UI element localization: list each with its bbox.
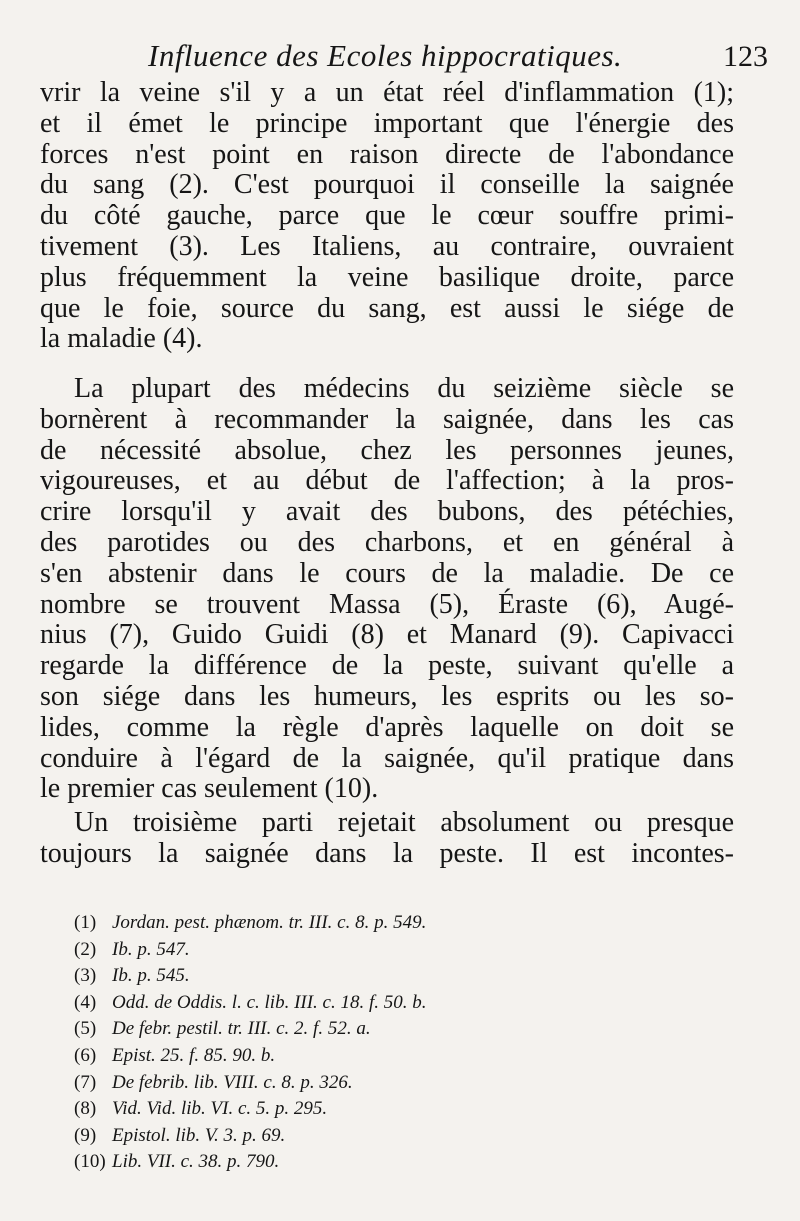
footnote-number: (7) bbox=[74, 1071, 97, 1093]
paragraph bbox=[40, 78, 734, 355]
text-line: et il émet le principe important que l'énergie des bbox=[40, 107, 734, 139]
text-line: nombre se trouvent Massa (5), Éraste (6), Augé- bbox=[40, 588, 734, 620]
footnote-text: Vid. Vid. lib. VI. c. 5. p. 295. bbox=[112, 1098, 328, 1120]
footnote bbox=[74, 1096, 714, 1123]
footnote-number: (4) bbox=[74, 991, 97, 1013]
text-line: crire lorsqu'il y avait des bubons, des pétéchies, bbox=[40, 496, 734, 528]
text-line: conduire à l'égard de la saignée, qu'il pratique dans bbox=[40, 742, 734, 774]
footnote-text: Jordan. pest. phænom. tr. III. c. 8. p. 549. bbox=[112, 912, 427, 933]
text-line: que le foie, source du sang, est aussi le siége de bbox=[40, 292, 734, 324]
footnote bbox=[74, 910, 714, 937]
text-line: du côté gauche, parce que le cœur souffre primi- bbox=[40, 200, 734, 232]
text-line: la maladie (4). bbox=[40, 323, 203, 355]
text-line: le premier cas seulement (10). bbox=[40, 773, 379, 805]
footnote-text: Ib. p. 545. bbox=[112, 965, 190, 987]
text-line: tivement (3). Les Italiens, au contraire, ouvraient bbox=[40, 230, 734, 262]
footnote-text: De febrib. lib. VIII. c. 8. p. 326. bbox=[112, 1071, 353, 1093]
footnote-number: (5) bbox=[74, 1018, 97, 1040]
text-line: regarde la différence de la peste, suivant qu'elle a bbox=[40, 650, 734, 682]
footnote-number: (1) bbox=[74, 912, 97, 933]
footnote bbox=[74, 990, 714, 1017]
footnote-number: (6) bbox=[74, 1044, 97, 1066]
page-header bbox=[148, 38, 768, 78]
footnote bbox=[74, 1149, 714, 1176]
footnote-number: (8) bbox=[74, 1098, 97, 1120]
footnotes bbox=[74, 910, 714, 1176]
text-line: nius (7), Guido Guidi (8) et Manard (9). Capivacci bbox=[40, 619, 734, 651]
text-line: de nécessité absolue, chez les personnes jeunes, bbox=[40, 434, 734, 466]
page-number: 123 bbox=[723, 40, 768, 73]
text-line: toujours la saignée dans la peste. Il est incontes- bbox=[40, 837, 734, 869]
running-title: Influence des Ecoles hippocratiques. bbox=[148, 38, 623, 73]
text-line: son siége dans les humeurs, les esprits ou les so- bbox=[40, 680, 734, 712]
footnote bbox=[74, 937, 714, 964]
footnote bbox=[74, 1070, 714, 1097]
text-line: vigoureuses, et au début de l'affection; à la pros- bbox=[40, 465, 734, 497]
paragraph bbox=[40, 374, 734, 805]
footnote-text: Epist. 25. f. 85. 90. b. bbox=[112, 1044, 276, 1066]
text-line: Un troisième parti rejetait absolument ou presque bbox=[74, 807, 734, 838]
text-line: plus fréquemment la veine basilique droite, parce bbox=[40, 261, 734, 293]
footnote-number: (10) bbox=[74, 1151, 106, 1173]
footnote bbox=[74, 1043, 714, 1070]
footnote-text: Odd. de Oddis. l. c. lib. III. c. 18. f. 50. b. bbox=[112, 991, 427, 1013]
paragraph bbox=[40, 808, 734, 870]
text-line: La plupart des médecins du seizième siècle se bbox=[74, 373, 734, 404]
footnote-text: Epistol. lib. V. 3. p. 69. bbox=[112, 1124, 286, 1146]
text-line: bornèrent à recommander la saignée, dans les cas bbox=[40, 403, 734, 435]
footnote bbox=[74, 1123, 714, 1150]
text-line: des parotides ou des charbons, et en général à bbox=[40, 526, 734, 558]
footnote-number: (2) bbox=[74, 938, 97, 960]
footnote bbox=[74, 1016, 714, 1043]
text-line: du sang (2). C'est pourquoi il conseille la saignée bbox=[40, 169, 734, 201]
footnote-number: (9) bbox=[74, 1124, 97, 1146]
text-line: vrir la veine s'il y a un état réel d'inflammation (1); bbox=[40, 77, 734, 108]
footnote bbox=[74, 963, 714, 990]
text-line: s'en abstenir dans le cours de la maladie. De ce bbox=[40, 557, 734, 589]
footnote-text: Ib. p. 547. bbox=[112, 938, 190, 960]
footnote-text: De febr. pestil. tr. III. c. 2. f. 52. a. bbox=[112, 1018, 371, 1040]
footnote-text: Lib. VII. c. 38. p. 790. bbox=[112, 1151, 280, 1173]
text-line: lides, comme la règle d'après laquelle on doit se bbox=[40, 711, 734, 743]
footnote-number: (3) bbox=[74, 965, 97, 987]
text-line: forces n'est point en raison directe de l'abondance bbox=[40, 138, 734, 170]
